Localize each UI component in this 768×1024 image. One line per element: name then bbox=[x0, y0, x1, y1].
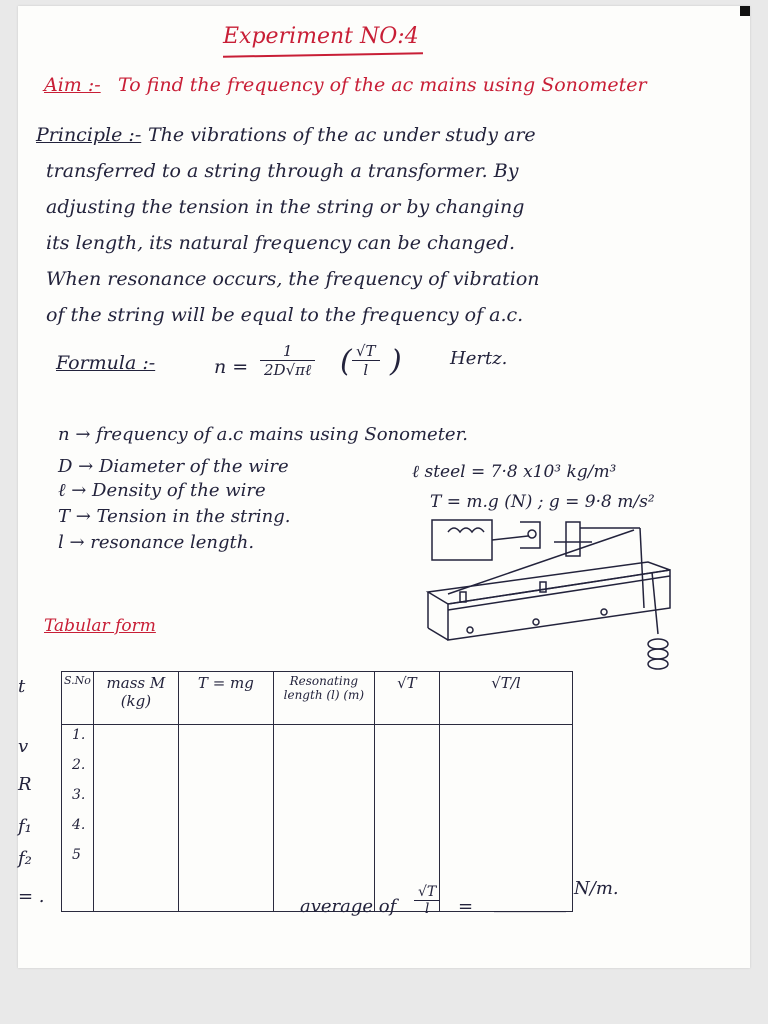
page-corner-mark bbox=[740, 6, 750, 16]
average-unit: N/m. bbox=[574, 878, 619, 899]
sonometer-diagram bbox=[408, 512, 678, 682]
sno-1: 1. bbox=[72, 727, 86, 743]
header-sqrt-t: √T bbox=[374, 672, 439, 725]
principle-line-2: transferred to a string through a transformer. By bbox=[46, 160, 519, 182]
mass-cell bbox=[93, 725, 178, 912]
transformer-box bbox=[432, 520, 492, 560]
constant-density: ℓ steel = 7·8 x10³ kg/m³ bbox=[412, 462, 617, 482]
margin-mark-3: R bbox=[18, 774, 32, 795]
length-cell bbox=[273, 725, 374, 912]
sonometer-wire bbox=[448, 530, 634, 594]
principle-line-3: adjusting the tension in the string or by changing bbox=[46, 196, 525, 218]
sqrt-t-over-l-cell bbox=[439, 725, 572, 912]
aim-label: Aim :- bbox=[44, 74, 101, 96]
margin-mark-1: t bbox=[18, 676, 26, 697]
legend-item-n: n → frequency of a.c mains using Sonometer. bbox=[58, 424, 468, 445]
sno-4: 4. bbox=[72, 817, 86, 833]
page-title: Experiment NO:4 bbox=[223, 24, 419, 49]
header-sno: S.No bbox=[62, 672, 94, 725]
observation-table bbox=[61, 671, 573, 912]
average-label: average of bbox=[300, 896, 397, 917]
principle-line-1: The vibrations of the ac under study are bbox=[148, 124, 536, 146]
table-header-row bbox=[62, 672, 573, 725]
margin-mark-2: v bbox=[18, 736, 29, 757]
sonometer-top bbox=[428, 562, 670, 604]
aim-text: To find the frequency of the ac mains using Sonometer bbox=[118, 74, 647, 96]
principle-line-5: When resonance occurs, the frequency of vibration bbox=[46, 268, 540, 290]
margin-mark-6: = . bbox=[18, 886, 45, 907]
header-sqrt-t-over-l: √T/l bbox=[439, 672, 572, 725]
average-equals: = bbox=[458, 896, 474, 917]
formula-label: Formula :- bbox=[56, 352, 156, 374]
constant-tension: T = m.g (N) ; g = 9·8 m/s² bbox=[430, 492, 655, 512]
table-row bbox=[62, 725, 573, 912]
legend-item-t: T → Tension in the string. bbox=[58, 506, 291, 527]
formula-frac1-num: 1 bbox=[260, 342, 315, 361]
header-tension: T = mg bbox=[178, 672, 273, 725]
average-frac-num: √T bbox=[414, 884, 440, 901]
formula-paren-close: ) bbox=[390, 344, 402, 379]
notebook-page bbox=[18, 6, 750, 968]
sno-3: 3. bbox=[72, 787, 86, 803]
header-resonating-length: Resonating length (l) (m) bbox=[273, 672, 374, 725]
formula-fraction-1 bbox=[260, 342, 315, 380]
legend-item-l: l → resonance length. bbox=[58, 532, 255, 553]
formula-frac1-den: 2D√πℓ bbox=[264, 361, 312, 379]
principle-line-6: of the string will be equal to the frequency of a.c. bbox=[46, 304, 524, 326]
formula-unit: Hertz. bbox=[450, 348, 508, 369]
transformer-coil bbox=[448, 528, 484, 532]
average-blank: ________ bbox=[494, 892, 566, 913]
formula-lhs: n = bbox=[214, 356, 249, 378]
principle-label: Principle :- bbox=[36, 124, 142, 146]
header-mass: mass M (kg) bbox=[93, 672, 178, 725]
sno-2: 2. bbox=[72, 757, 86, 773]
formula-fraction-2 bbox=[352, 342, 380, 379]
formula-frac2-num: √T bbox=[352, 342, 380, 361]
tension-cell bbox=[178, 725, 273, 912]
margin-mark-4: f₁ bbox=[18, 816, 32, 837]
formula-frac2-den: l bbox=[363, 361, 369, 379]
average-fraction bbox=[414, 884, 440, 917]
sno-5: 5 bbox=[72, 847, 81, 863]
formula-paren-open: ( bbox=[340, 344, 352, 379]
sno-column bbox=[62, 725, 94, 912]
title-underline bbox=[223, 52, 423, 57]
principle-line-4: its length, its natural frequency can be changed. bbox=[46, 232, 516, 254]
legend-item-rho: ℓ → Density of the wire bbox=[58, 480, 266, 501]
average-frac-den: l bbox=[424, 901, 430, 917]
margin-mark-5: f₂ bbox=[18, 848, 32, 869]
legend-item-d: D → Diameter of the wire bbox=[58, 456, 289, 477]
tabular-label: Tabular form bbox=[44, 616, 156, 636]
